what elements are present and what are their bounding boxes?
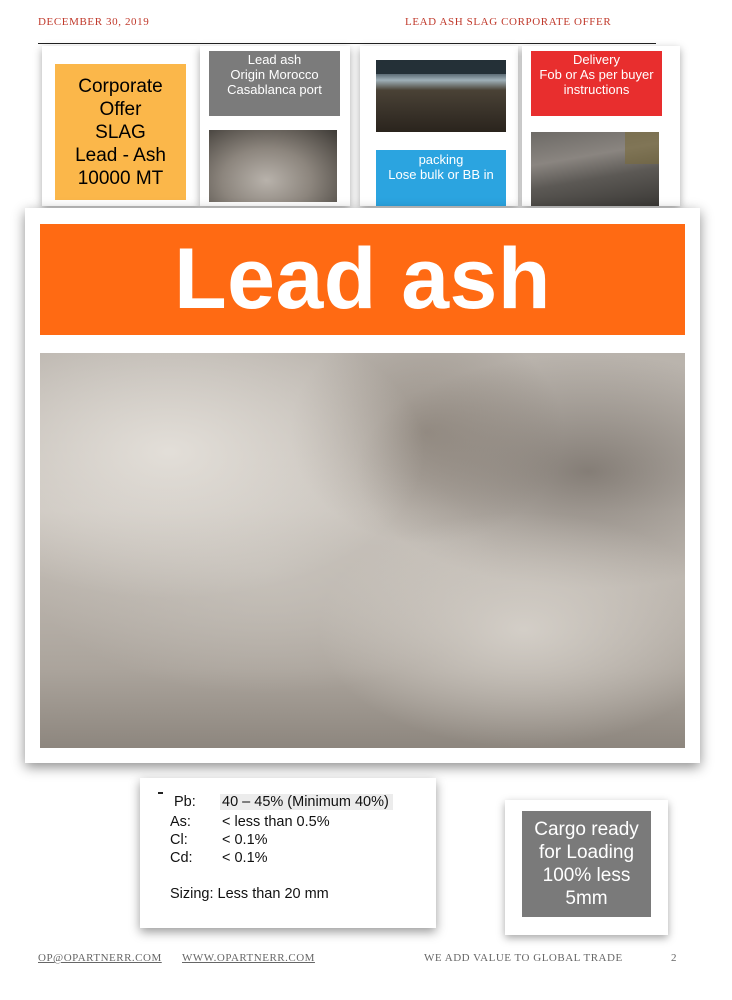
lead-ash-photo-large bbox=[40, 353, 685, 748]
spec-row-as bbox=[170, 814, 330, 830]
loading-pile-photo bbox=[531, 132, 659, 206]
cargo-ready-box: Cargo ready for Loading 100% less 5mm bbox=[522, 811, 651, 917]
spec-label: Pb: bbox=[174, 794, 196, 810]
spec-value: < 0.1% bbox=[222, 850, 268, 866]
packing-box: packing Lose bulk or BB in bbox=[376, 150, 506, 206]
lead-ash-banner: Lead ash bbox=[40, 224, 685, 335]
spec-label: Cl: bbox=[170, 832, 188, 848]
header-date: DECEMBER 30, 2019 bbox=[38, 16, 150, 28]
spec-label: As: bbox=[170, 814, 191, 830]
spec-dash-mark bbox=[158, 792, 163, 794]
corporate-offer-box: Corporate Offer SLAG Lead - Ash 10000 MT bbox=[55, 64, 186, 200]
spec-value: 40 – 45% (Minimum 40%) bbox=[220, 794, 393, 810]
spec-row-cl bbox=[170, 832, 268, 848]
spec-row-sizing bbox=[170, 886, 329, 902]
header-title: LEAD ASH SLAG CORPORATE OFFER bbox=[405, 16, 612, 28]
main-product-card bbox=[25, 208, 700, 763]
origin-card bbox=[200, 46, 350, 206]
offer-card bbox=[42, 46, 200, 206]
spec-label: Cd: bbox=[170, 850, 193, 866]
specifications-card bbox=[140, 778, 436, 928]
header-divider bbox=[38, 43, 656, 44]
warehouse-photo bbox=[376, 60, 506, 132]
spec-row-pb bbox=[174, 794, 393, 810]
origin-box: Lead ash Origin Morocco Casablanca port bbox=[209, 51, 340, 116]
spec-value: < 0.1% bbox=[222, 832, 268, 848]
footer-website-link[interactable]: WWW.OPARTNERR.COM bbox=[182, 952, 315, 964]
footer-email-link[interactable]: OP@OPARTNERR.COM bbox=[38, 952, 162, 964]
lead-ash-photo-small bbox=[209, 130, 337, 202]
spec-row-cd bbox=[170, 850, 268, 866]
delivery-card bbox=[522, 46, 680, 206]
footer-tagline: WE ADD VALUE TO GLOBAL TRADE bbox=[424, 952, 623, 964]
cargo-card bbox=[505, 800, 668, 935]
delivery-box: Delivery Fob or As per buyer instructions bbox=[531, 51, 662, 116]
spec-value: < less than 0.5% bbox=[222, 814, 330, 830]
spec-label: Sizing: bbox=[170, 886, 214, 902]
spec-value: Less than 20 mm bbox=[217, 886, 329, 902]
page-number: 2 bbox=[671, 952, 677, 964]
packing-card bbox=[360, 46, 518, 206]
